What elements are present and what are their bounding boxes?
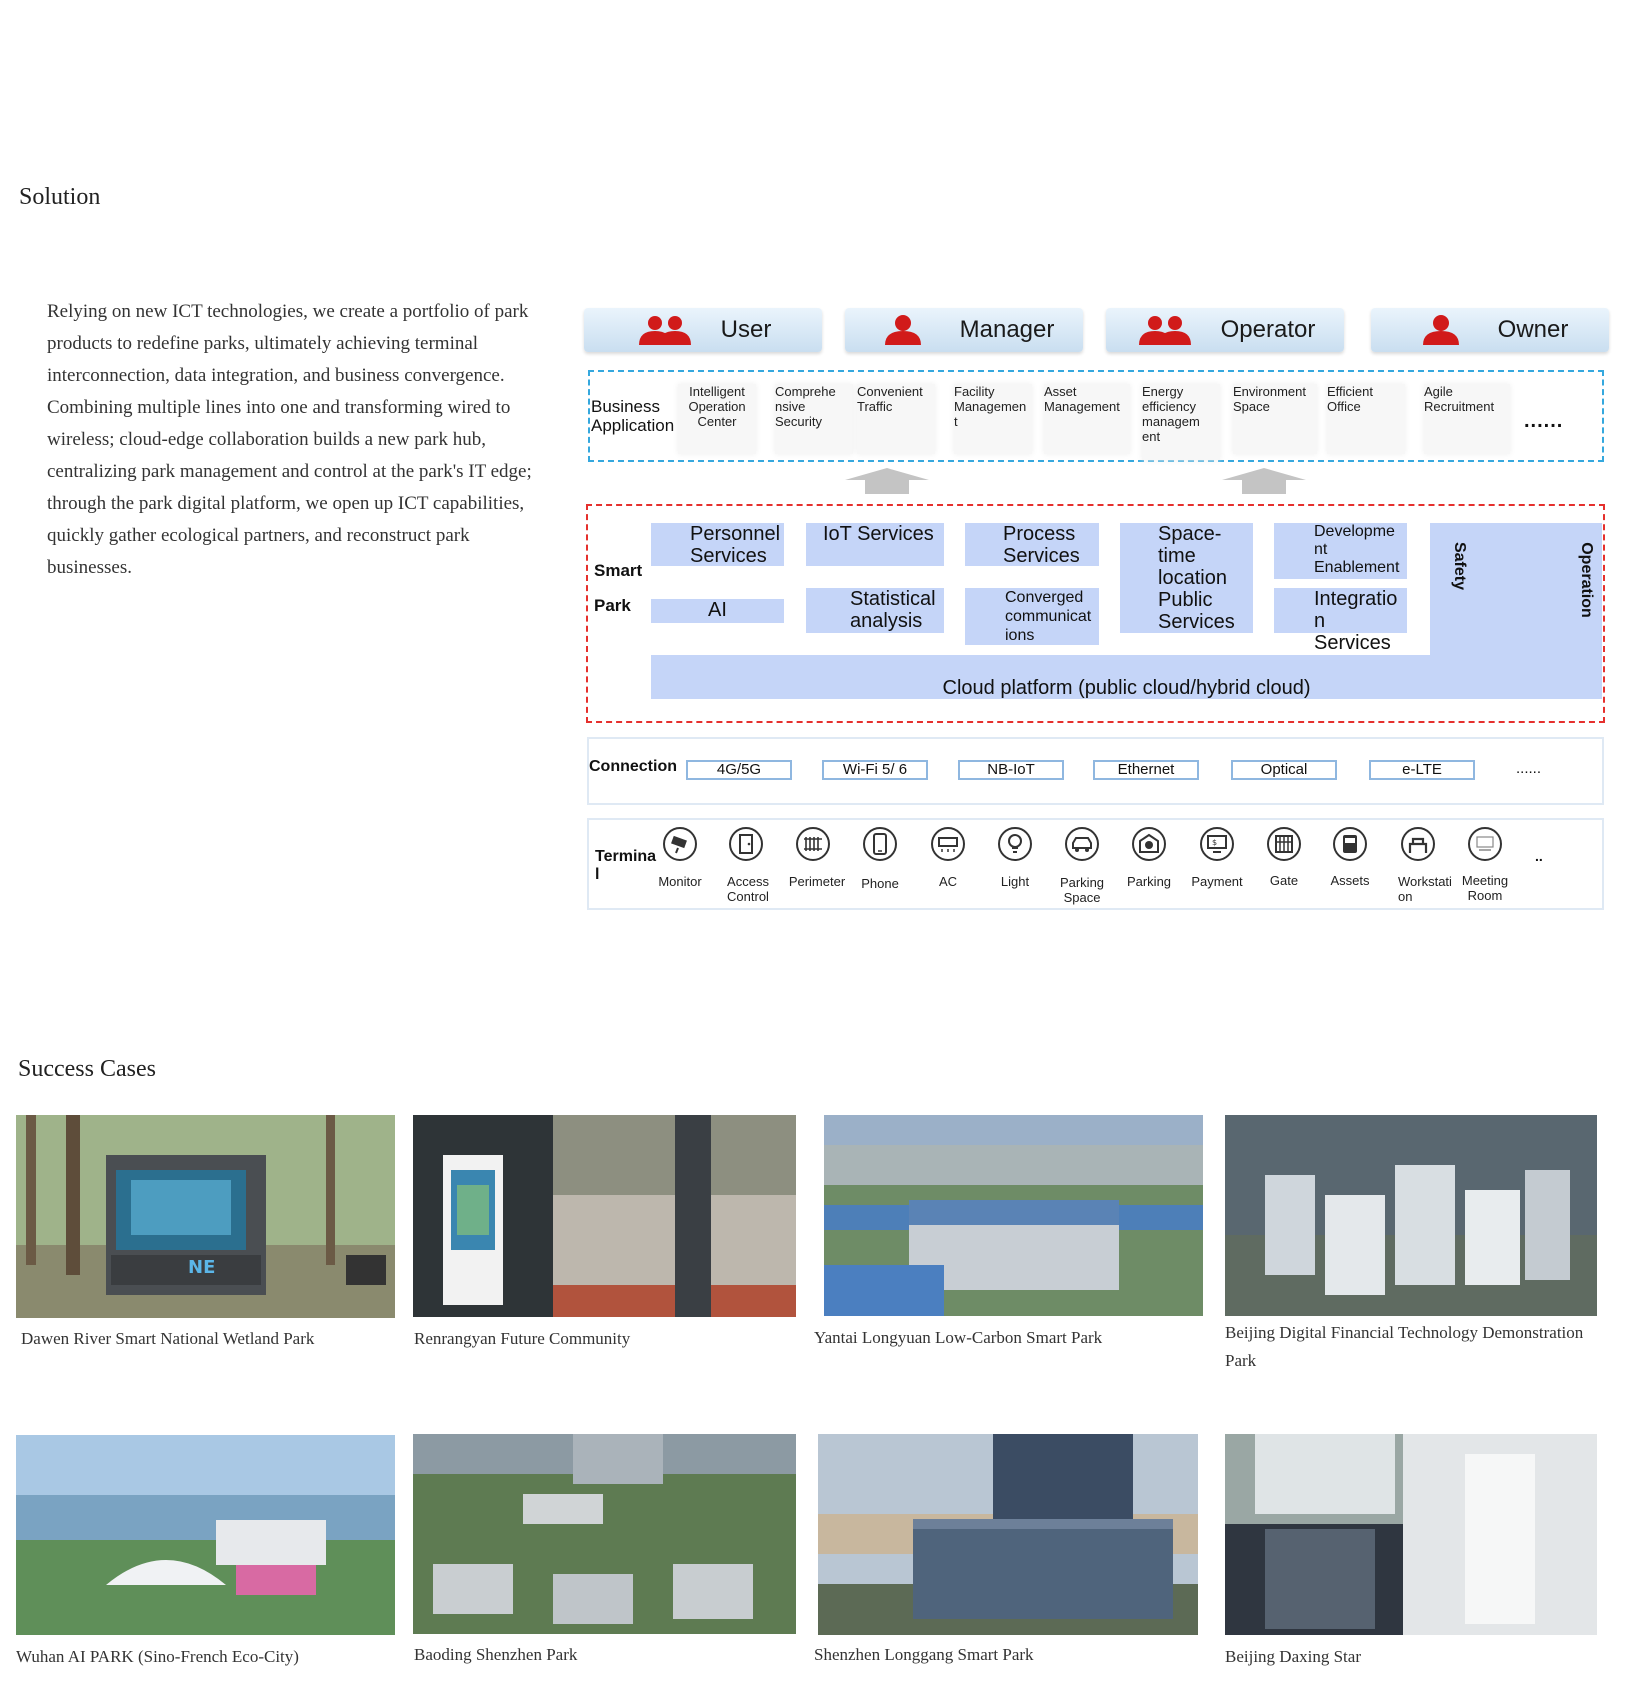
case-image-wuhan[interactable] <box>16 1435 395 1635</box>
service-ai: AI <box>651 599 784 623</box>
terminal-item-label: Workstati on <box>1398 874 1452 904</box>
person-icon <box>1412 315 1470 345</box>
connection-item: 4G/5G <box>686 760 792 780</box>
camera-icon <box>662 826 698 862</box>
svg-text:$: $ <box>1212 838 1218 847</box>
case-image-lowcarbon[interactable] <box>824 1115 1203 1316</box>
terminal-item-label: Parking <box>1126 874 1172 889</box>
business-item: Efficient Office <box>1327 384 1405 454</box>
parking-icon <box>1131 826 1167 862</box>
bulb-icon <box>997 826 1033 862</box>
connection-item: Optical <box>1231 760 1337 780</box>
business-item: Agile Recruitment <box>1424 384 1510 454</box>
two-people-icon <box>1135 315 1193 345</box>
two-people-icon <box>635 315 693 345</box>
case-caption: Baoding Shenzhen Park <box>414 1645 578 1664</box>
connection-more: ...... <box>1516 760 1542 777</box>
success-cases-title: Success Cases <box>18 1056 156 1082</box>
connection-item: e-LTE <box>1369 760 1475 780</box>
role-label: User <box>720 316 772 343</box>
service-development: Developme nt Enablement <box>1274 523 1407 579</box>
terminal-label: Termina l <box>595 848 657 883</box>
business-item: Convenient Traffic <box>857 384 935 454</box>
terminal-more: .. <box>1535 848 1543 864</box>
business-item: Environment Space <box>1233 384 1317 454</box>
daxing-photo <box>1225 1434 1597 1635</box>
gate-icon <box>1266 826 1302 862</box>
car-icon <box>1064 826 1100 862</box>
service-integration: Integratio n Services <box>1274 588 1407 633</box>
case-caption: Wuhan AI PARK (Sino-French Eco-City) <box>16 1647 299 1666</box>
service-spacetime: Space- time location Public Services <box>1120 523 1253 633</box>
person-icon <box>874 315 932 345</box>
svg-text:NE: NE <box>188 1257 216 1278</box>
terminal-item-label: Light <box>1000 874 1030 889</box>
fence-icon <box>795 826 831 862</box>
terminal-item-label: AC <box>938 874 958 889</box>
service-personnel: Personnel Services <box>651 523 784 566</box>
business-application-label: Business Application <box>591 397 675 435</box>
role-operator <box>1106 308 1344 352</box>
wetland-photo <box>16 1115 395 1318</box>
case-image-community[interactable] <box>413 1115 796 1317</box>
terminal-item-label: Access Control <box>727 874 769 904</box>
operation-label: Operation <box>1578 542 1595 618</box>
connection-item: NB-IoT <box>958 760 1064 780</box>
terminal-item-label: Payment <box>1191 874 1243 889</box>
case-caption: Beijing Daxing Star <box>1225 1647 1361 1666</box>
connection-label: Connection <box>589 758 677 775</box>
role-label: Manager <box>959 316 1055 343</box>
financial-photo <box>1225 1115 1597 1316</box>
case-caption: Renrangyan Future Community <box>414 1329 631 1348</box>
business-item: Intelligent Operation Center <box>678 384 756 454</box>
case-caption: Shenzhen Longgang Smart Park <box>814 1645 1034 1664</box>
lowcarbon-photo <box>824 1115 1203 1316</box>
connection-item: Ethernet <box>1093 760 1199 780</box>
service-iot: IoT Services <box>806 523 944 566</box>
terminal-item-label: Parking Space <box>1059 875 1105 905</box>
case-caption: Yantai Longyuan Low-Carbon Smart Park <box>814 1328 1103 1347</box>
business-item: Energy efficiency managem ent <box>1142 384 1220 460</box>
case-image-baoding[interactable] <box>413 1434 796 1634</box>
terminal-item-label: Assets <box>1330 873 1370 888</box>
assets-icon <box>1332 826 1368 862</box>
business-item: Asset Management <box>1044 384 1130 454</box>
terminal-item-label: Monitor <box>658 874 702 889</box>
case-caption: Beijing Digital Financial Technology Demonstration Park <box>1225 1323 1584 1370</box>
case-image-financial[interactable] <box>1225 1115 1597 1316</box>
phone-icon <box>862 826 898 862</box>
longgang-photo <box>818 1434 1198 1635</box>
role-label: Operator <box>1220 316 1316 343</box>
case-caption: Dawen River Smart National Wetland Park <box>21 1329 315 1348</box>
community-photo <box>413 1115 796 1317</box>
intro-paragraph: Relying on new ICT technologies, we create a portfolio of park products to redefine parks, ultimately achieving terminal interconnection, data integration, and business convergence. Combining multiple lines into one and transforming wired to wireless; cloud-edge collaboration builds a new park hub, centralizing park management and control at the park's IT edge; through the park digital platform, we open up ICT capabilities, quickly gather ecological partners, and reconstruct park businesses. <box>47 301 532 578</box>
business-item: Comprehe nsive Security <box>775 384 853 454</box>
workstation-icon <box>1400 826 1436 862</box>
smart-park-label: Smart Park <box>594 561 643 615</box>
role-user <box>584 308 822 352</box>
business-more: ...... <box>1524 410 1564 432</box>
meeting-room-icon <box>1467 826 1503 862</box>
case-image-longgang[interactable] <box>818 1434 1198 1635</box>
up-arrow-icon <box>845 468 929 494</box>
terminal-item-label: Gate <box>1269 873 1299 888</box>
up-arrow-icon <box>1222 468 1306 494</box>
payment-icon <box>1199 826 1235 862</box>
door-icon <box>728 826 764 862</box>
wuhan-photo <box>16 1435 395 1635</box>
service-converged: Converged communicat ions <box>965 588 1099 645</box>
air-conditioner-icon <box>930 826 966 862</box>
role-owner <box>1371 308 1609 352</box>
solution-title: Solution <box>19 184 101 210</box>
terminal-item-label: Perimeter <box>788 874 846 889</box>
cloud-platform: Cloud platform (public cloud/hybrid cloud) <box>651 655 1602 699</box>
service-statistical: Statistical analysis <box>806 588 944 633</box>
case-image-daxing[interactable] <box>1225 1434 1597 1635</box>
terminal-item-label: Phone <box>861 876 899 891</box>
terminal-item-label: Meeting Room <box>1461 873 1509 903</box>
business-item: Facility Managemen t <box>954 384 1032 454</box>
role-label: Owner <box>1497 316 1569 343</box>
role-manager <box>845 308 1083 352</box>
service-process: Process Services <box>965 523 1099 566</box>
connection-item: Wi-Fi 5/ 6 <box>822 760 928 780</box>
safety-label: Safety <box>1451 541 1468 591</box>
case-image-wetland[interactable] <box>16 1115 395 1318</box>
baoding-photo <box>413 1434 796 1634</box>
